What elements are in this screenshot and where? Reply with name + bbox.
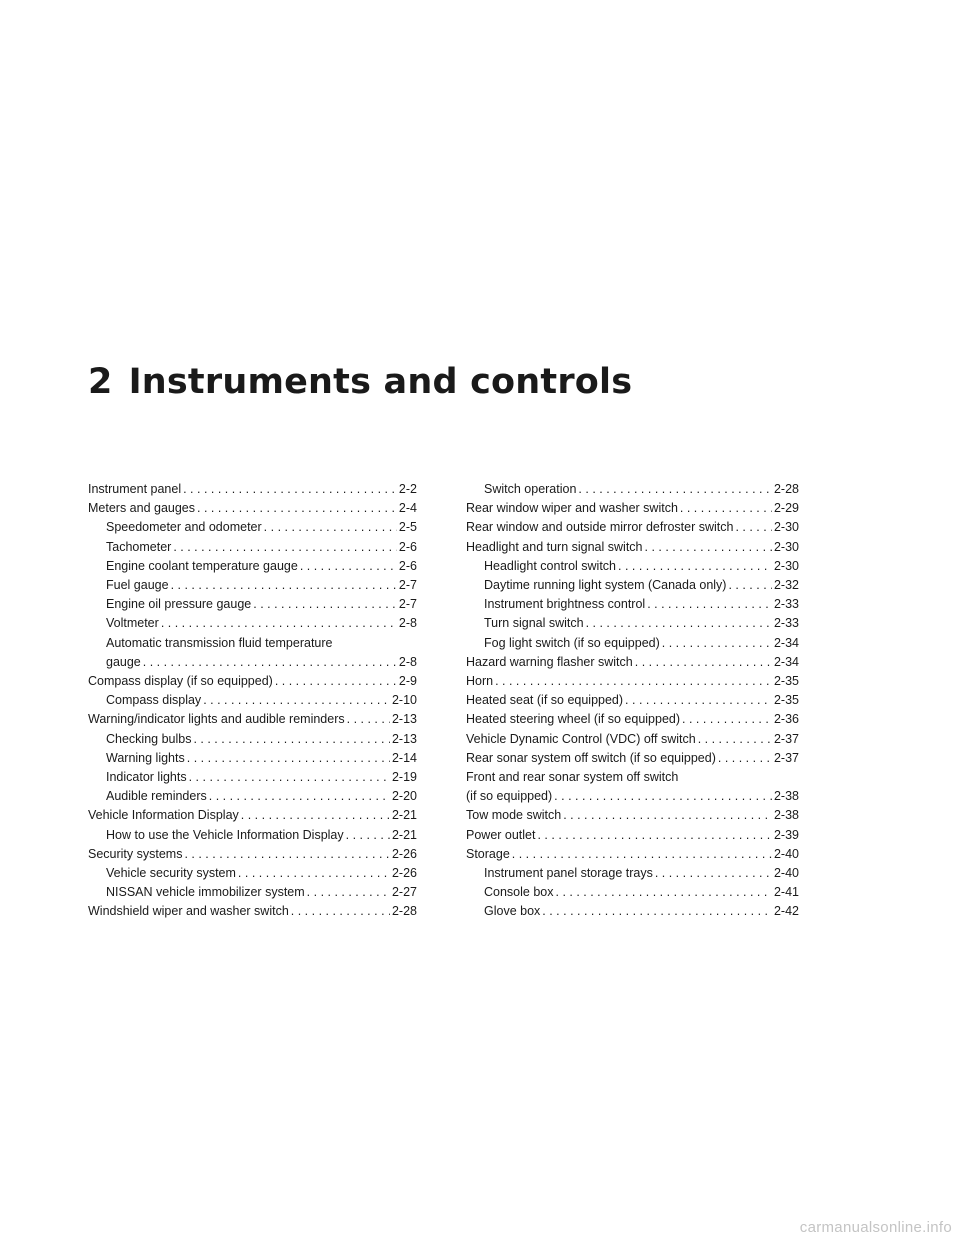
dot-leader: [618, 557, 772, 576]
toc-entry-page: 2-2: [398, 482, 417, 496]
toc-entry-page: 2-40: [773, 846, 799, 861]
toc-entry-title: (if so equipped): [466, 789, 553, 804]
dot-leader: [586, 614, 772, 633]
toc-entry-page: 2-30: [773, 539, 799, 554]
toc-entry-page: 2-33: [773, 597, 799, 612]
toc-entry-page: 2-38: [773, 808, 799, 823]
toc-entry-title: Vehicle Information Display: [88, 808, 239, 823]
toc-entry[interactable]: [88, 576, 417, 595]
toc-entry-page: 2-6: [398, 558, 417, 573]
dot-leader: [184, 845, 390, 864]
toc-entry-page: 2-35: [773, 674, 799, 689]
toc-entry-title: Rear window wiper and washer switch: [466, 501, 678, 516]
toc-entry[interactable]: [466, 595, 799, 614]
toc-entry[interactable]: [466, 826, 799, 845]
dot-leader: [189, 768, 390, 787]
toc-entry-title: Switch operation: [484, 482, 577, 496]
toc-entry-title: Instrument brightness control: [484, 597, 646, 612]
toc-entry-page: 2-21: [391, 827, 417, 842]
dot-leader: [680, 499, 772, 518]
toc-entry-page: 2-37: [773, 750, 799, 765]
dot-leader: [197, 499, 397, 518]
toc-entry-title: Hazard warning flasher switch: [466, 654, 633, 669]
toc-entry-page: 2-30: [773, 520, 799, 535]
dot-leader: [291, 902, 390, 921]
chapter-number: 2: [88, 362, 113, 402]
dot-leader: [556, 883, 772, 902]
toc-entry-title: Engine coolant temperature gauge: [106, 558, 298, 573]
toc-entry[interactable]: [466, 557, 799, 576]
toc-entry[interactable]: [466, 672, 799, 691]
toc-entry-title: Daytime running light system (Canada only): [484, 578, 727, 593]
toc-entry-title: Heated seat (if so equipped): [466, 693, 624, 708]
dot-leader: [203, 691, 390, 710]
toc-entry[interactable]: [466, 576, 799, 595]
dot-leader: [495, 672, 772, 691]
toc-entry-page: 2-28: [391, 904, 417, 919]
dot-leader: [241, 806, 390, 825]
toc-column-right: [466, 480, 799, 922]
toc-entry[interactable]: [466, 518, 799, 537]
dot-leader: [183, 480, 397, 499]
dot-leader: [735, 518, 772, 537]
toc-entry-page: 2-30: [773, 558, 799, 573]
toc-entry[interactable]: [88, 595, 417, 614]
toc-entry-title: Compass display: [106, 693, 202, 708]
toc-entry-title: gauge: [106, 654, 141, 669]
toc-entry-page: 2-19: [391, 770, 417, 785]
toc-entry-page: 2-9: [398, 674, 417, 689]
toc-entry[interactable]: [466, 538, 799, 557]
toc-entry-page: 2-20: [391, 789, 417, 804]
dot-leader: [264, 518, 397, 537]
toc-entry-title: Instrument panel storage trays: [484, 866, 653, 881]
toc-entry[interactable]: [466, 614, 799, 633]
toc-entry-title: Audible reminders: [106, 789, 207, 804]
toc-entry[interactable]: [88, 480, 417, 499]
dot-leader: [209, 787, 390, 806]
toc-entry-page: 2-28: [773, 482, 799, 496]
toc-entry-title: Vehicle security system: [106, 866, 236, 881]
toc-entry-title: Warning lights: [106, 750, 185, 765]
toc-entry[interactable]: [88, 730, 417, 749]
toc-entry[interactable]: [466, 480, 799, 499]
dot-leader: [253, 595, 397, 614]
dot-leader: [275, 672, 397, 691]
toc-entry[interactable]: [88, 845, 417, 864]
toc-entry-title: Storage: [466, 846, 510, 861]
dot-leader: [171, 576, 397, 595]
toc-entry-title: Rear window and outside mirror defroster switch: [466, 520, 734, 535]
toc-entry[interactable]: [466, 768, 799, 806]
toc-entry-page: 2-37: [773, 731, 799, 746]
toc-entry[interactable]: [466, 634, 799, 653]
toc-entry-title: Rear sonar system off switch (if so equipped): [466, 750, 716, 765]
toc-column-left: [88, 480, 417, 922]
dot-leader: [728, 576, 772, 595]
dot-leader: [238, 864, 390, 883]
toc-entry-title: Meters and gauges: [88, 501, 196, 516]
dot-leader: [143, 653, 397, 672]
toc-entry-title: Turn signal switch: [484, 616, 584, 631]
toc-entry-page: 2-21: [391, 808, 417, 823]
dot-leader: [625, 691, 772, 710]
toc-entry-title: Heated steering wheel (if so equipped): [466, 712, 681, 727]
toc-entry-page: 2-4: [398, 501, 417, 516]
toc-entry-title-line1: Automatic transmission fluid temperature: [106, 635, 333, 650]
toc-entry[interactable]: [466, 653, 799, 672]
toc-entry[interactable]: [88, 787, 417, 806]
toc-entry[interactable]: [466, 883, 799, 902]
watermark: carmanualsonline.info: [799, 1219, 952, 1236]
dot-leader: [307, 883, 390, 902]
toc-entry[interactable]: [88, 710, 417, 729]
toc-entry[interactable]: [88, 864, 417, 883]
toc-entry-title: Warning/indicator lights and audible reminders: [88, 712, 345, 727]
toc-entry-title: Horn: [466, 674, 494, 689]
toc-entry-title: Compass display (if so equipped): [88, 674, 273, 689]
dot-leader: [187, 749, 390, 768]
dot-leader: [578, 480, 772, 499]
toc-entry-page: 2-13: [391, 731, 417, 746]
dot-leader: [347, 710, 390, 729]
dot-leader: [300, 557, 397, 576]
dot-leader: [655, 864, 772, 883]
toc-entry-page: 2-32: [773, 578, 799, 593]
toc-entry-title: Instrument panel: [88, 482, 182, 496]
toc-entry-title: Console box: [484, 885, 554, 900]
toc-entry[interactable]: [466, 499, 799, 518]
toc-entry-title: How to use the Vehicle Information Display: [106, 827, 344, 842]
toc-entry-title: Tachometer: [106, 539, 172, 554]
dot-leader: [635, 653, 772, 672]
dot-leader: [161, 614, 397, 633]
toc-entry-page: 2-33: [773, 616, 799, 631]
toc-entry-title: Headlight control switch: [484, 558, 617, 573]
toc-entry-title: Voltmeter: [106, 616, 159, 631]
toc-entry[interactable]: [88, 499, 417, 518]
toc-entry-page: 2-10: [391, 693, 417, 708]
dot-leader: [193, 730, 390, 749]
dot-leader: [682, 710, 772, 729]
toc-entry[interactable]: [88, 672, 417, 691]
toc-entry[interactable]: [88, 691, 417, 710]
toc-entry[interactable]: [466, 730, 799, 749]
toc-entry[interactable]: [88, 883, 417, 902]
toc-entry[interactable]: [88, 557, 417, 576]
toc-entry[interactable]: [466, 902, 799, 921]
toc-entry-page: 2-34: [773, 654, 799, 669]
toc-entry-title: Power outlet: [466, 827, 536, 842]
toc-entry-title: Checking bulbs: [106, 731, 192, 746]
toc-entry-title: Indicator lights: [106, 770, 187, 785]
toc-entry-page: 2-5: [398, 520, 417, 535]
toc-entry-title: Security systems: [88, 846, 183, 861]
toc-entry[interactable]: [88, 538, 417, 557]
dot-leader: [698, 730, 772, 749]
dot-leader: [542, 902, 772, 921]
toc-entry-title: NISSAN vehicle immobilizer system: [106, 885, 305, 900]
toc-entry-page: 2-6: [398, 539, 417, 554]
dot-leader: [563, 806, 772, 825]
toc-entry-page: 2-26: [391, 846, 417, 861]
toc-entry[interactable]: [88, 634, 417, 672]
toc-entry[interactable]: [88, 902, 417, 921]
dot-leader: [645, 538, 772, 557]
toc-entry-title: Fog light switch (if so equipped): [484, 635, 660, 650]
chapter-title: [88, 362, 632, 402]
toc-entry-title-line1: Front and rear sonar system off switch: [466, 770, 679, 785]
dot-leader: [647, 595, 772, 614]
toc-entry[interactable]: [466, 691, 799, 710]
toc-entry[interactable]: [88, 806, 417, 825]
toc-entry-page: 2-39: [773, 827, 799, 842]
toc-entry-page: 2-35: [773, 693, 799, 708]
dot-leader: [662, 634, 772, 653]
dot-leader: [718, 749, 772, 768]
toc-entry[interactable]: [466, 864, 799, 883]
toc-entry-page: 2-36: [773, 712, 799, 727]
toc-entry-page: 2-8: [398, 654, 417, 669]
toc-entry[interactable]: [88, 826, 417, 845]
chapter-title-text: Instruments and controls: [128, 362, 633, 402]
toc-entry-page: 2-42: [773, 904, 799, 919]
toc-entry-page: 2-8: [398, 616, 417, 631]
toc-entry-title: Speedometer and odometer: [106, 520, 262, 535]
toc-entry-title: Headlight and turn signal switch: [466, 539, 643, 554]
toc-entry-page: 2-34: [773, 635, 799, 650]
toc-entry-title: Glove box: [484, 904, 541, 919]
toc-entry-page: 2-29: [773, 501, 799, 516]
toc-entry[interactable]: [88, 614, 417, 633]
toc-entry-title: Fuel gauge: [106, 578, 169, 593]
toc-entry-page: 2-13: [391, 712, 417, 727]
toc-entry[interactable]: [466, 749, 799, 768]
toc-entry-page: 2-7: [398, 578, 417, 593]
toc-entry-page: 2-27: [391, 885, 417, 900]
toc-entry-page: 2-41: [773, 885, 799, 900]
toc-entry-title: Tow mode switch: [466, 808, 562, 823]
dot-leader: [512, 845, 772, 864]
toc-entry-title: Vehicle Dynamic Control (VDC) off switch: [466, 731, 696, 746]
toc-entry[interactable]: [466, 845, 799, 864]
toc-entry[interactable]: [466, 710, 799, 729]
dot-leader: [537, 826, 771, 845]
toc-entry-title: Engine oil pressure gauge: [106, 597, 252, 612]
dot-leader: [173, 538, 397, 557]
dot-leader: [346, 826, 390, 845]
toc-entry[interactable]: [88, 518, 417, 537]
toc-entry-page: 2-38: [773, 789, 799, 804]
toc-entry-page: 2-7: [398, 597, 417, 612]
toc-entry-title: Windshield wiper and washer switch: [88, 904, 289, 919]
toc-entry[interactable]: [88, 749, 417, 768]
toc-entry[interactable]: [88, 768, 417, 787]
toc-entry-page: 2-40: [773, 866, 799, 881]
toc-entry-page: 2-26: [391, 866, 417, 881]
toc-entry-page: 2-14: [391, 750, 417, 765]
toc-entry[interactable]: [466, 806, 799, 825]
dot-leader: [554, 787, 772, 806]
